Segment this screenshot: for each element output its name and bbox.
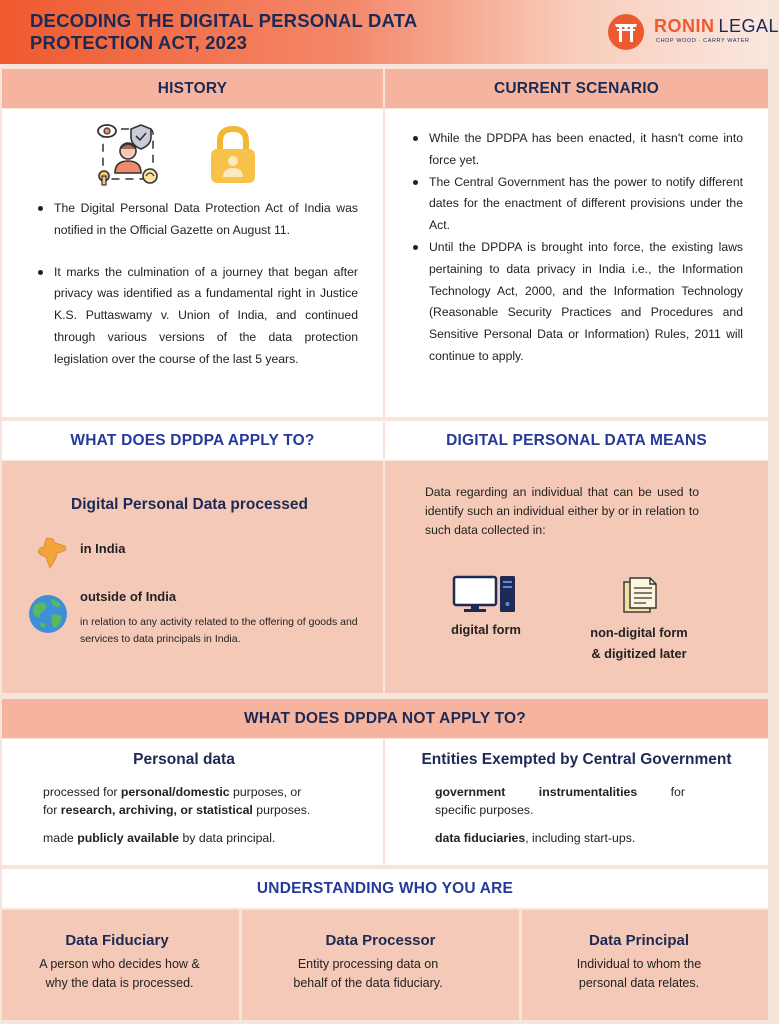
role-title: Data Principal	[588, 932, 690, 949]
digital-form-label: digital form	[451, 622, 521, 637]
logo-tagline: CHOP WOOD · CARRY WATER	[656, 38, 750, 44]
history-heading: HISTORY	[2, 69, 383, 108]
role-card	[522, 910, 768, 1020]
role-card	[2, 910, 239, 1020]
current-scenario-heading: CURRENT SCENARIO	[385, 69, 768, 108]
means-heading: DIGITAL PERSONAL DATA MEANS	[385, 421, 768, 460]
personal-data-line-3: made publicly available by data principal.	[43, 831, 276, 845]
apply-panel	[2, 461, 383, 693]
globe-icon	[27, 593, 69, 635]
not-apply-heading: WHAT DOES DPDPA NOT APPLY TO?	[2, 699, 768, 738]
who-heading: UNDERSTANDING WHO YOU ARE	[2, 869, 768, 908]
current-bullet: While the DPDPA has been enacted, it hasn't come into force yet.	[411, 128, 743, 172]
means-panel	[385, 461, 768, 693]
personal-data-title: Personal data	[133, 751, 235, 768]
india-map-icon	[35, 536, 69, 570]
current-scenario-panel	[385, 109, 768, 417]
role-card	[242, 910, 519, 1020]
role-desc: Individual to whom the personal data relates.	[576, 957, 702, 990]
logo-wordmark: RONIN LEGAL	[654, 16, 779, 36]
india-label: in India	[80, 541, 126, 556]
history-bullet: The Digital Personal Data Protection Act of India was notified in the Official Gazette on August 11.	[36, 198, 358, 242]
padlock-icon	[208, 125, 258, 185]
personal-data-panel	[2, 739, 383, 865]
history-panel	[2, 109, 383, 417]
role-title: Data Processor	[325, 932, 436, 949]
exempted-entities-panel	[385, 739, 768, 865]
current-bullet: Until the DPDPA is brought into force, the existing laws pertaining to data privacy in India i.e., the Information Technology Act, 2000, and the Information Technology (Reasonable Security Practices and Procedures and Sensitive Personal Data or Information) Rules, 2011 will continue to apply.	[411, 237, 743, 368]
history-bullets	[36, 198, 358, 371]
apply-subheading: Digital Personal Data processed	[71, 496, 308, 513]
privacy-person-icon	[95, 121, 161, 187]
outside-india-desc: in relation to any activity related to the offering of goods and services to data principals in India.	[80, 616, 358, 645]
torii-gate-icon	[608, 14, 644, 50]
apply-heading: WHAT DOES DPDPA APPLY TO?	[2, 421, 383, 460]
non-digital-form-label: non-digital form & digitized later	[590, 625, 688, 661]
document-icon	[622, 576, 658, 614]
role-title: Data Fiduciary	[65, 932, 169, 949]
personal-data-line-1: processed for personal/domestic purposes, or	[43, 785, 302, 799]
outside-india-label: outside of India	[80, 589, 177, 604]
ronin-legal-logo	[606, 12, 779, 52]
desktop-computer-icon	[452, 575, 518, 613]
role-desc: A person who decides how & why the data is processed.	[39, 957, 200, 990]
exempted-line-1: government instrumentalities for	[435, 785, 685, 799]
personal-data-line-2: for research, archiving, or statistical purposes.	[43, 803, 311, 817]
exempted-line-2: data fiduciaries, including start-ups.	[435, 831, 636, 845]
current-scenario-bullets	[411, 128, 743, 368]
exempted-entities-title: Entities Exempted by Central Government	[421, 751, 732, 768]
page-title: DECODING THE DIGITAL PERSONAL DATA PROTECTION ACT, 2023	[30, 10, 417, 53]
means-desc: Data regarding an individual that can be used to identify such an individual either by or in relation to such data collected in:	[425, 485, 699, 537]
history-bullet: It marks the culmination of a journey that began after privacy was identified as a fundamental right in Justice K.S. Puttaswamy v. Union of India, and continued through various versions of the data protection legislation over the course of the last 5 years.	[36, 262, 358, 371]
role-desc: Entity processing data on behalf of the data fiduciary.	[293, 957, 443, 990]
exempted-line-1-cont: specific purposes.	[435, 803, 534, 817]
page-header	[0, 0, 779, 64]
current-bullet: The Central Government has the power to notify different dates for the enactment of different provisions under the Act.	[411, 172, 743, 237]
